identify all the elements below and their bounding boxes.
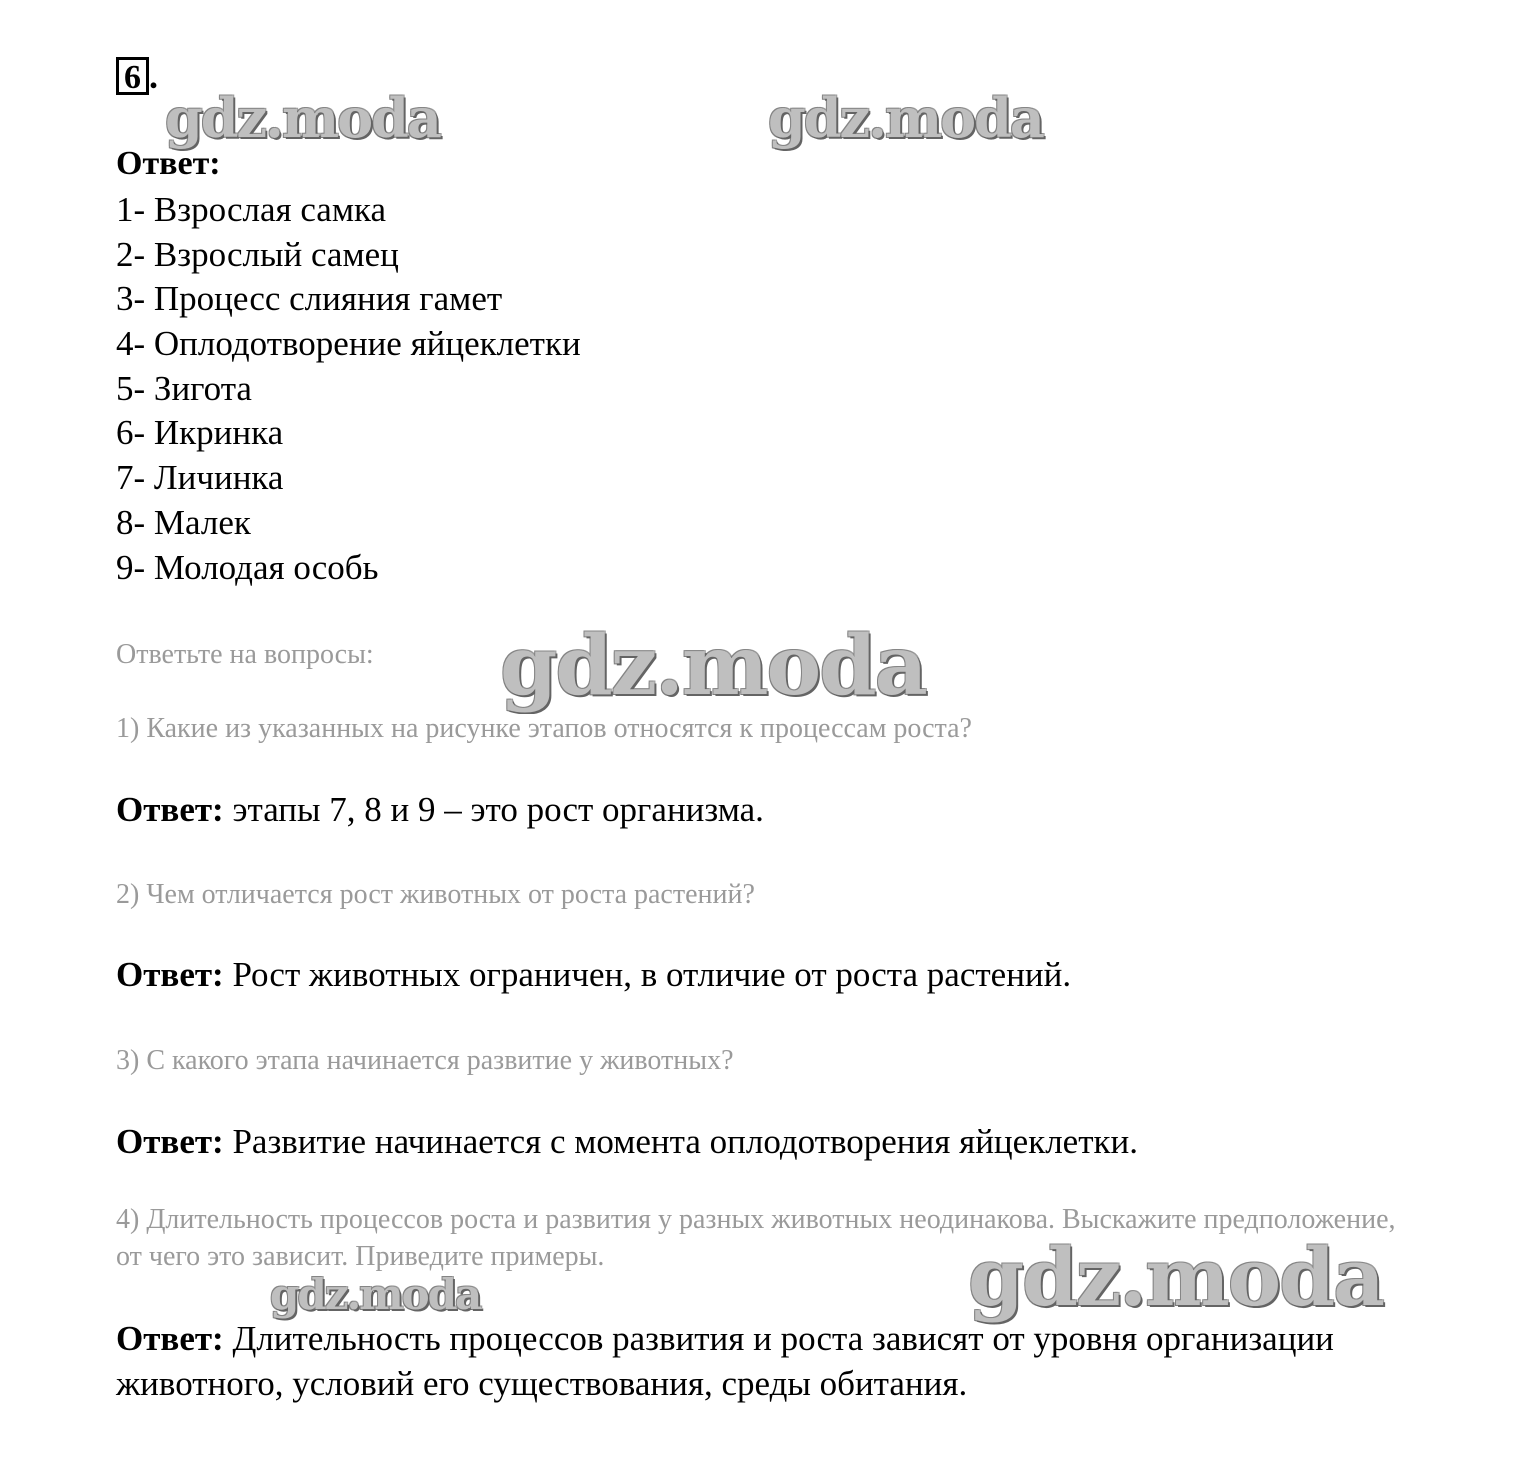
watermark: gdz.moda <box>768 86 1043 150</box>
question-4: 4) Длительность процессов роста и развития у разных животных неодинакова. Выскажите предположение, от чего это зависит. Приведите примеры. <box>116 1204 1396 1272</box>
answer-4-label: Ответ: <box>116 1319 224 1358</box>
stage-item: 3- Процесс слияния гамет <box>116 279 503 319</box>
stage-item: 9- Молодая особь <box>116 547 379 587</box>
stage-item: 1- Взрослая самка <box>116 190 386 229</box>
question-2: 2) Чем отличается рост животных от роста растений? <box>116 879 755 910</box>
answer-1-text: этапы 7, 8 и 9 – это рост организма. <box>223 790 764 829</box>
task-number <box>116 56 158 96</box>
stage-item: 4- Оплодотворение яйцеклетки <box>116 324 581 364</box>
task-number-dot: . <box>149 56 158 96</box>
answer-1 <box>116 787 764 832</box>
answer-2-text: Рост животных ограничен, в отличие от роста растений. <box>223 955 1072 994</box>
watermark: gdz.moda <box>165 86 440 150</box>
watermark: gdz.moda <box>500 618 926 714</box>
answer-heading: Ответ: <box>116 145 221 182</box>
stage-item: 5- Зигота <box>116 368 252 408</box>
answer-2-label: Ответ: <box>116 955 224 994</box>
stage-list <box>116 188 581 590</box>
question-1: 1) Какие из указанных на рисунке этапов относятся к процессам роста? <box>116 713 972 744</box>
stage-item: 6- Икринка <box>116 413 284 453</box>
answer-4-text: Длительность процессов развития и роста зависят от уровня организации животного, условий его существования, среды обитания. <box>116 1319 1334 1403</box>
answer-2 <box>116 952 1071 997</box>
answer-3-text: Развитие начинается с момента оплодотворения яйцеклетки. <box>223 1122 1138 1161</box>
questions-instruction: Ответьте на вопросы: <box>116 639 374 670</box>
answer-3 <box>116 1119 1138 1164</box>
task-number-box: 6 <box>116 57 149 95</box>
watermark: gdz.moda <box>968 1230 1383 1324</box>
answer-4 <box>116 1316 1366 1406</box>
watermark: gdz.moda <box>270 1270 481 1319</box>
stage-item: 8- Малек <box>116 502 251 542</box>
stage-item: 2- Взрослый самец <box>116 234 399 274</box>
answer-3-label: Ответ: <box>116 1122 224 1161</box>
stage-item: 7- Личинка <box>116 458 284 498</box>
answer-1-label: Ответ: <box>116 790 224 829</box>
question-3: 3) С какого этапа начинается развитие у животных? <box>116 1045 734 1076</box>
